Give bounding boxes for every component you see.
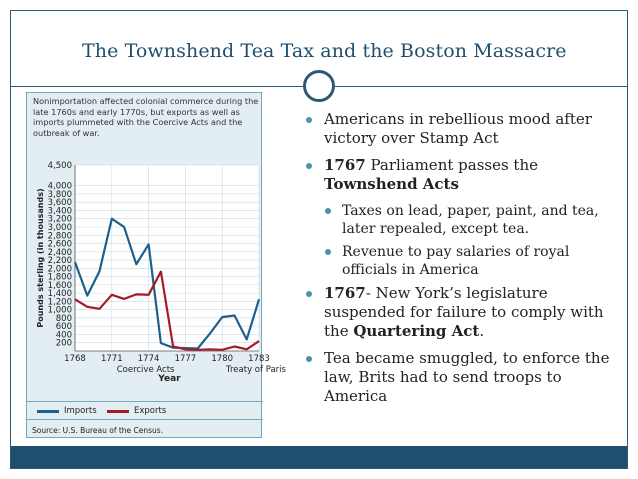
subbullet-text: Taxes on lead, paper, paint, and tea, later repealed, except tea. xyxy=(342,203,599,237)
bullet-dot-icon xyxy=(325,208,331,214)
slide-title: The Townshend Tea Tax and the Boston Massacre xyxy=(82,40,567,62)
bullet-quartering xyxy=(300,284,620,341)
y-tick-label: 3,800 xyxy=(47,189,72,200)
event-annotation: Coercive Acts xyxy=(116,365,175,375)
x-tick-label: 1783 xyxy=(248,354,270,364)
bullet-text: Parliament passes the xyxy=(365,156,538,174)
bullet-list xyxy=(300,110,620,414)
bullet-dot-icon xyxy=(325,249,331,255)
x-tick-label: 1768 xyxy=(64,354,86,364)
figure-source: Source: U.S. Bureau of the Census. xyxy=(27,419,263,439)
x-tick-label: 1777 xyxy=(174,354,197,364)
title-rule-right xyxy=(335,86,627,87)
y-tick-label: 800 xyxy=(55,313,72,324)
bullet-text: - New York’s legislature suspended for failure to comply with the xyxy=(324,284,604,340)
bullet-townshend xyxy=(300,156,620,194)
bullet-emphasis: Townshend Acts xyxy=(324,175,459,193)
y-tick-label: 1,600 xyxy=(47,280,72,291)
y-tick-label: 2,400 xyxy=(47,247,72,258)
bullet-dot-icon xyxy=(306,117,312,123)
y-tick-label: 3,600 xyxy=(47,198,72,209)
bullet-smuggling xyxy=(300,349,620,406)
trade-chart-figure xyxy=(26,92,286,438)
subbullet-revenue xyxy=(300,243,620,279)
subbullet-taxes xyxy=(300,202,620,238)
bullet-text-end: . xyxy=(479,322,485,340)
y-tick-label: 600 xyxy=(55,322,72,333)
y-tick-label: 3,000 xyxy=(47,223,72,233)
y-axis-label: Pounds sterling (in thousands) xyxy=(36,188,45,328)
event-annotation: Treaty of Paris xyxy=(226,365,286,375)
bullet-dot-icon xyxy=(306,163,312,169)
footer-band xyxy=(11,446,627,468)
bullet-dot-icon xyxy=(306,291,312,297)
y-tick-label: 400 xyxy=(55,330,72,341)
bullet-text: Americans in rebellious mood after victory over Stamp Act xyxy=(324,110,592,147)
bullet-text: Tea became smuggled, to enforce the law, Brits had to send troops to America xyxy=(324,349,610,405)
y-tick-label: 1,800 xyxy=(47,272,72,283)
legend-swatch-imports xyxy=(37,410,59,413)
bullet-dot-icon xyxy=(306,356,312,362)
x-tick-label: 1771 xyxy=(100,354,123,364)
x-axis-label: Year xyxy=(158,374,181,384)
x-tick-label: 1774 xyxy=(137,354,160,364)
y-tick-label: 2,200 xyxy=(47,256,72,267)
subbullet-text: Revenue to pay salaries of royal officials in America xyxy=(342,244,570,278)
y-tick-label: 2,000 xyxy=(47,264,72,275)
y-tick-label: 2,600 xyxy=(47,239,72,250)
title-rule-left xyxy=(11,86,303,87)
y-tick-label: 4,500 xyxy=(47,161,72,171)
y-tick-label: 200 xyxy=(55,338,72,349)
circle-ornament-icon xyxy=(303,70,335,102)
legend-item-exports xyxy=(107,406,166,416)
legend-swatch-exports xyxy=(107,410,129,413)
legend-label-imports: Imports xyxy=(64,406,97,416)
y-tick-label: 3,200 xyxy=(47,214,72,225)
bullet-stamp-act xyxy=(300,110,620,148)
y-tick-label: 1,000 xyxy=(47,305,72,316)
y-tick-label: 1,400 xyxy=(47,289,72,300)
bullet-emphasis: Quartering Act xyxy=(353,322,480,340)
y-tick-label: 4,000 xyxy=(47,181,72,192)
y-tick-label: 3,400 xyxy=(47,206,72,217)
trade-line-chart xyxy=(27,93,286,401)
bullet-year: 1767 xyxy=(324,284,366,302)
y-tick-label: 2,800 xyxy=(47,231,72,242)
bullet-year: 1767 xyxy=(324,156,366,174)
chart-legend xyxy=(27,401,263,419)
figure-caption: Nonimportation affected colonial commerce during the late 1760s and early 1770s, but exports as well as imports plummeted with the Coercive Acts and the outbreak of war. xyxy=(33,96,259,138)
y-tick-label: 1,200 xyxy=(47,297,72,308)
x-tick-label: 1780 xyxy=(211,354,234,364)
legend-label-exports: Exports xyxy=(134,406,167,416)
legend-item-imports xyxy=(37,406,97,416)
